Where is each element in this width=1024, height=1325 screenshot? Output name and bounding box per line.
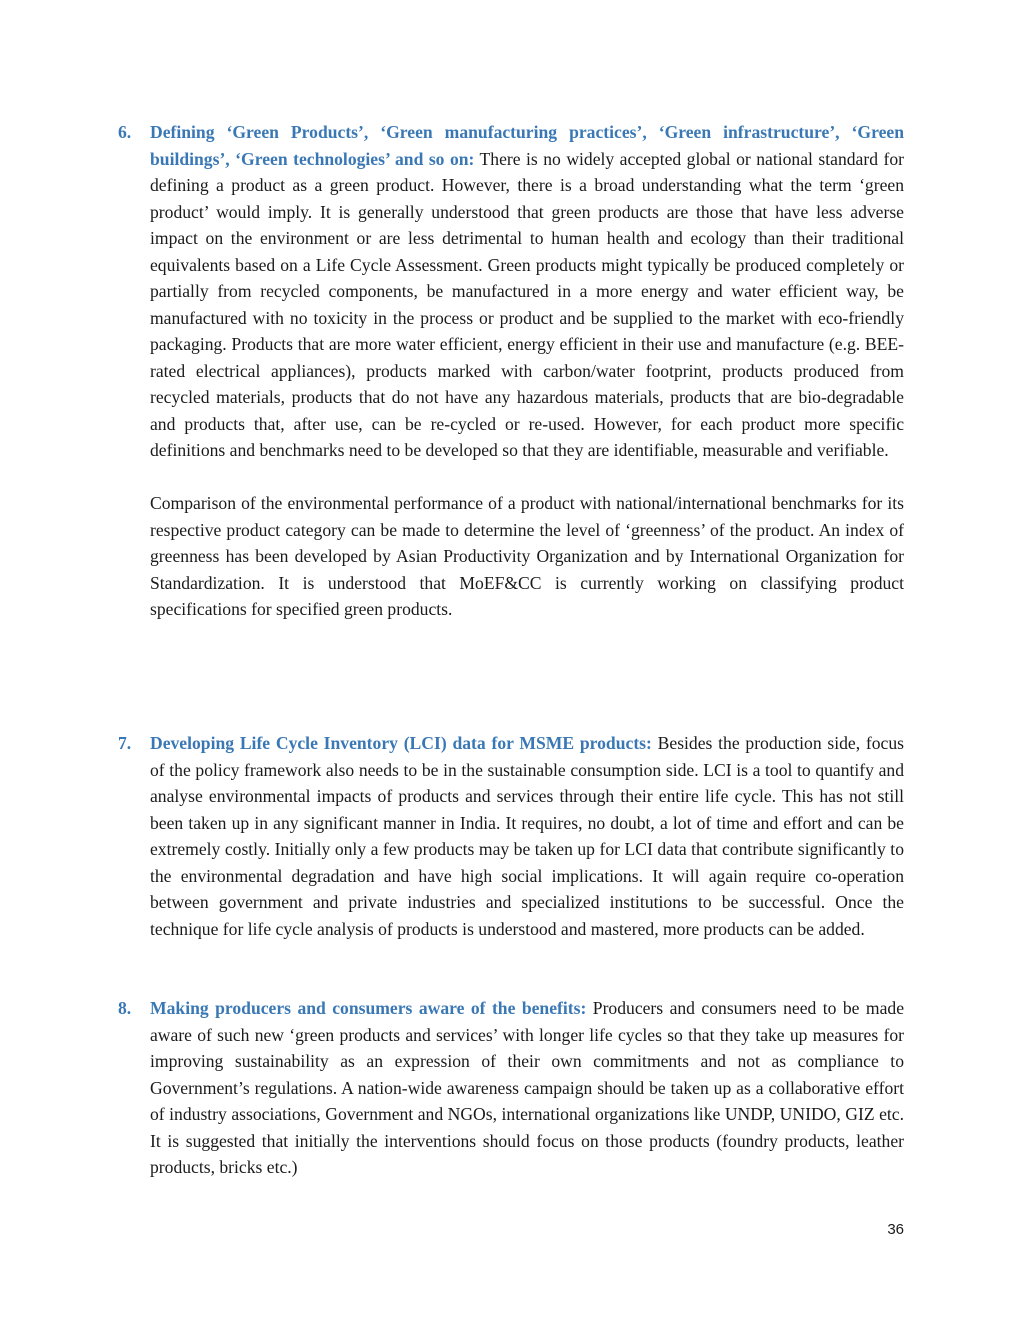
item-heading: Making producers and consumers aware of the benefits: <box>150 998 587 1018</box>
item-paragraph-2: Comparison of the environmental performance of a product with national/international benchmarks for its respective product category can be made to determine the level of ‘greenness’ of the product. An index of greenness has been developed by Asian Productivity Organization and by International Organization for Standardization. It is understood that MoEF&CC is currently working on classifying product specifications for specified green products. <box>150 493 904 619</box>
item-number: 7. <box>118 733 132 753</box>
item-text: There is no widely accepted global or national standard for defining a product as a green product. However, there is a broad understanding what the term ‘green product’ would imply. It is generally understood that green products are those that have less adverse impact on the environment or are less detrimental to human health and ecology than their traditional equivalents based on a Life Cycle Assessment. Green products might typically be produced completely or partially from recycled components, be manufactured in a more energy and water efficient way, be manufactured with no toxicity in the process or product and be supplied to the market with eco-friendly packaging. Products that are more water efficient, energy efficient in their use and manufacture (e.g. BEE-rated electrical appliances), products marked with carbon/water footprint, products produced from recycled materials, products that do not have any hazardous materials, products that are bio-degradable and products that, after use, can be re-cycled or re-used. However, for each product more specific definitions and benchmarks need to be developed so that they are identifiable, measurable and verifiable. <box>150 148 904 460</box>
item-text: Producers and consumers need to be made aware of such new ‘green products and services’ with longer life cycles so that they take up measures for improving sustainability as an expression of their own commitments and not as compliance to Government’s regulations. A nation-wide awareness campaign should be taken up as a collaborative effort of industry associations, Government and NGOs, international organizations like UNDP, UNIDO, GIZ etc. It is suggested that initially the interventions should focus on those products (foundry products, leather products, bricks etc.) <box>150 998 904 1177</box>
item-body <box>150 119 904 623</box>
list-item-7 <box>118 730 904 942</box>
item-body <box>150 730 904 942</box>
item-body <box>150 995 904 1181</box>
item-text: Besides the production side, focus of the policy framework also needs to be in the sustainable consumption side. LCI is a tool to quantify and analyse environmental impacts of products and services through their entire life cycle. This has not still been taken up in any significant manner in India. It requires, no doubt, a lot of time and effort and can be extremely costly. Initially only a few products may be taken up for LCI data that contribute significantly to the environmental degradation and have high social implications. It will again require co-operation between government and private industries and specialized institutions to be successful. Once the technique for life cycle analysis of products is understood and mastered, more products can be added. <box>150 733 905 939</box>
item-heading: Developing Life Cycle Inventory (LCI) data for MSME products: <box>150 733 652 753</box>
item-number: 8. <box>118 998 132 1018</box>
list-item-6 <box>118 119 904 623</box>
item-paragraph <box>150 730 904 942</box>
page-number: 36 <box>887 1221 904 1238</box>
item-number: 6. <box>118 122 132 142</box>
item-heading: Defining ‘Green Products’, ‘Green manufacturing practices’, ‘Green infrastructure’, ‘Green buildings’, ‘Green technologies’ and so on: <box>150 122 904 169</box>
item-paragraph <box>150 119 904 464</box>
item-paragraph <box>150 995 904 1181</box>
list-item-8 <box>118 995 904 1181</box>
